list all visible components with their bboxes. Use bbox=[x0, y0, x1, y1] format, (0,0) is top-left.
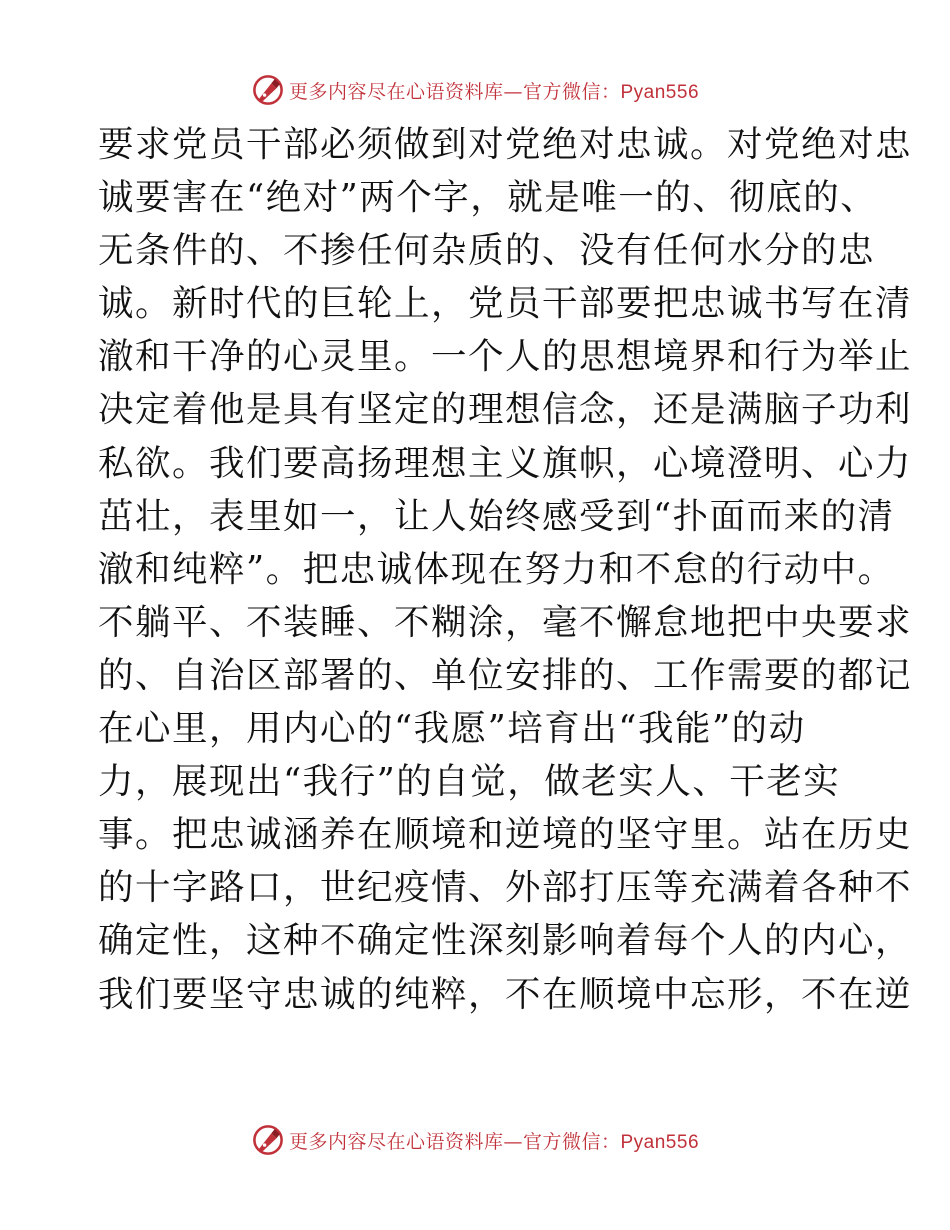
text-line: 我们要坚守忠诚的纯粹，不在顺境中忘形，不在逆 bbox=[98, 973, 913, 1015]
text-line: 澈和干净的心灵里。一个人的思想境界和行为举止 bbox=[98, 336, 913, 378]
body-text bbox=[98, 122, 913, 1025]
text-line: 事。把忠诚涵养在顺境和逆境的坚守里。站在历史 bbox=[98, 814, 913, 856]
footer-wechat-id: Pyan556 bbox=[620, 1131, 700, 1153]
text-line: 无条件的、不掺任何杂质的、没有任何水分的忠 bbox=[98, 230, 876, 272]
text-line: 茁壮，表里如一，让人始终感受到“扑面而来的清 bbox=[98, 495, 895, 537]
pen-nib-logo-icon bbox=[251, 1123, 285, 1157]
text-line: 澈和纯粹”。把忠诚体现在努力和不怠的行动中。 bbox=[98, 548, 895, 590]
text-line: 的十字路口，世纪疫情、外部打压等充满着各种不 bbox=[98, 867, 913, 909]
text-line: 私欲。我们要高扬理想主义旗帜，心境澄明、心力 bbox=[98, 442, 913, 484]
header-wechat-id: Pyan556 bbox=[620, 81, 700, 103]
text-line: 的、自治区部署的、单位安排的、工作需要的都记 bbox=[98, 654, 913, 696]
footer-banner bbox=[0, 1120, 950, 1160]
text-line: 确定性，这种不确定性深刻影响着每个人的内心， bbox=[98, 920, 913, 962]
text-line: 要求党员干部必须做到对党绝对忠诚。对党绝对忠 bbox=[98, 124, 913, 165]
header-banner-text: 更多内容尽在心语资料库—官方微信：Pyan556 bbox=[288, 80, 700, 103]
text-line: 在心里，用内心的“我愿”培育出“我能”的动 bbox=[98, 708, 806, 750]
text-line: 诚要害在“绝对”两个字，就是唯一的、彻底的、 bbox=[98, 177, 878, 219]
footer-banner-text: 更多内容尽在心语资料库—官方微信：Pyan556 bbox=[288, 1130, 700, 1153]
header-banner bbox=[0, 70, 950, 110]
pen-nib-logo-icon bbox=[251, 73, 285, 107]
text-line: 不躺平、不装睡、不糊涂，毫不懈怠地把中央要求 bbox=[98, 601, 913, 643]
text-line: 诚。新时代的巨轮上，党员干部要把忠诚书写在清 bbox=[98, 283, 913, 325]
text-line: 决定着他是具有坚定的理想信念，还是满脑子功利 bbox=[98, 389, 913, 431]
text-line: 力，展现出“我行”的自觉，做老实人、干老实 bbox=[98, 761, 841, 803]
